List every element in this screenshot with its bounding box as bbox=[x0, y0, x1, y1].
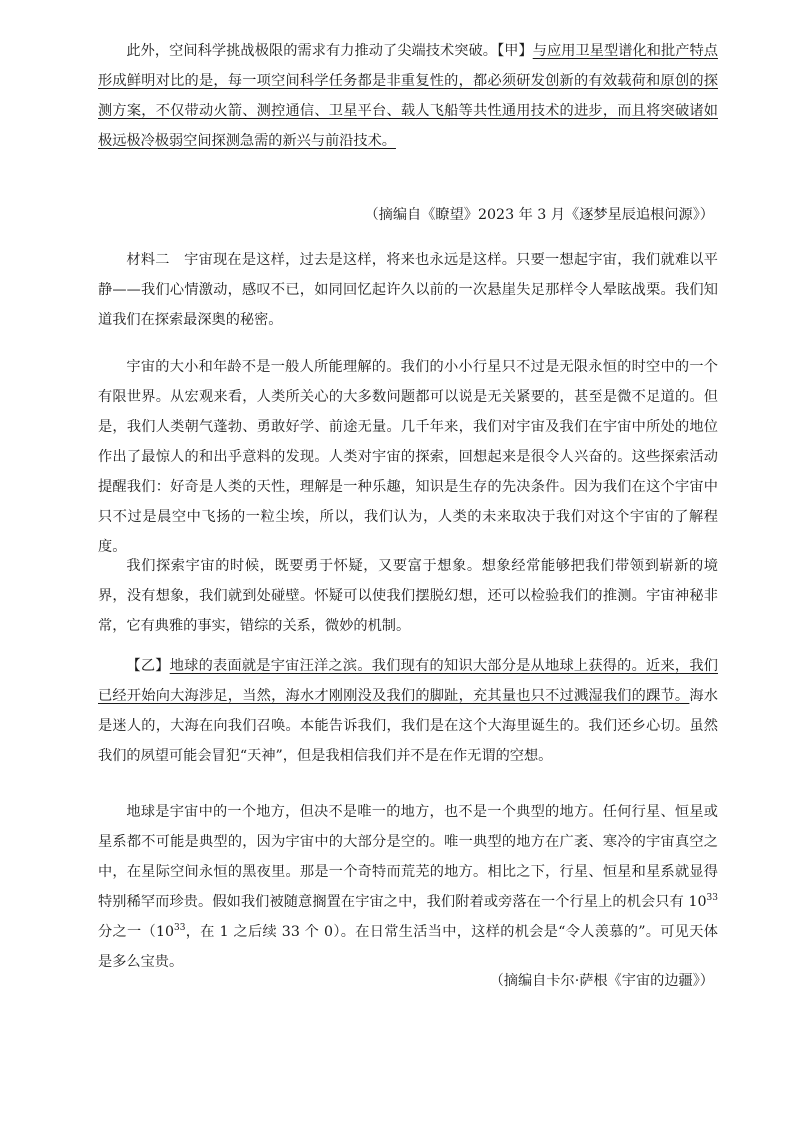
paragraph-1-lead: 此外，空间科学挑战极限的需求有力推动了尖端技术突破。 bbox=[126, 43, 498, 59]
underlined-passage-jia: 与应用卫星型谱化和批产特点形成鲜明对比的是，每一项空间科学任务都是非重复性的，都必须研发创新的有效载荷和原创的探测方案，不仅带动火箭、测控通信、卫星平台、载人飞船等共性通用技术的进步，而且将突破诸如极远极冷极弱空间探测急需的新兴与前沿技术。 bbox=[98, 43, 718, 149]
paragraph-4: 我们探索宇宙的时候，既要勇于怀疑，又要富于想象。想象经常能够把我们带领到崭新的境界，没有想象，我们就到处碰壁。怀疑可以使我们摆脱幻想，还可以检验我们的推测。宇宙神秘非常，它有典雅的事实，错综的关系，微妙的机制。 bbox=[98, 558, 718, 634]
paragraph-material-2: 材料二 宇宙现在是这样，过去是这样，将来也永远是这样。只要一想起宇宙，我们就难以平静——我们心情激动，感叹不已，如同回忆起许久以前的一次悬崖失足那样令人晕眩战栗。我们知道我们在探索最深奥的秘密。 bbox=[98, 252, 718, 328]
paragraph-5 bbox=[98, 651, 718, 771]
source-citation-2: （摘编自卡尔·萨根《宇宙的边疆》） bbox=[489, 973, 714, 989]
paragraph-6-text-c: ，在 1 之后续 33 个 0）。在日常生活当中，这样的机会是“令人羡慕的”。可见天体是多么宝贵。 bbox=[98, 924, 718, 970]
paragraph-6-text-b: 分之一（10 bbox=[98, 924, 175, 940]
paragraph-6 bbox=[98, 797, 718, 977]
source-citation-1: （摘编自《瞭望》2023 年 3 月《逐梦星辰追根问源》） bbox=[364, 207, 714, 223]
underlined-passage-yi: 地球的表面就是宇宙汪洋之滨。我们现有的知识大部分是从地球上获得的。近来，我们已经开始向大海涉足，当然，海水才刚刚没及我们的脚趾，充其量也只不过溅湿我们的踝节。 bbox=[98, 658, 718, 704]
marker-yi: 【乙】 bbox=[126, 658, 170, 674]
paragraph-3: 宇宙的大小和年龄不是一般人所能理解的。我们的小小行星只不过是无限永恒的时空中的一个有限世界。从宏观来看，人类所关心的大多数问题都可以说是无关紧要的，甚至是微不足道的。但是，我们人类朝气蓬勃、勇敢好学、前途无量。几千年来，我们对宇宙及我们在宇宙中所处的地位作出了最惊人的和出乎意料的发现。人类对宇宙的探索，回想起来是很令人兴奋的。这些探索活动提醒我们：好奇是人类的天性，理解是一种乐趣，知识是生存的先决条件。因为我们在这个宇宙中只不过是晨空中飞扬的一粒尘埃，所以，我们认为，人类的未来取决于我们对这个宇宙的了解程度。 bbox=[98, 359, 718, 555]
marker-jia: 【甲】 bbox=[497, 43, 533, 59]
exponent-1: 33 bbox=[706, 893, 718, 903]
exponent-2: 33 bbox=[174, 923, 186, 933]
paragraph-6-text-a: 地球是宇宙中的一个地方，但决不是唯一的地方，也不是一个典型的地方。任何行星、恒星或星系都不可能是典型的，因为宇宙中的大部分是空的。唯一典型的地方在广袤、寒冷的宇宙真空之中，在星际空间永恒的黑夜里。那是一个奇特而荒芜的地方。相比之下，行星、恒星和星系就显得特别稀罕而珍贵。假如我们被随意搁置在宇宙之中，我们附着或旁落在一个行星上的机会只有 10 bbox=[98, 804, 718, 910]
paragraph-5-rest: 海水是迷人的，大海在向我们召唤。本能告诉我们，我们是在这个大海里诞生的。我们还乡心切。虽然我们的夙望可能会冒犯“天神”，但是我相信我们并不是在作无谓的空想。 bbox=[98, 688, 718, 764]
paragraph-1 bbox=[98, 36, 718, 156]
